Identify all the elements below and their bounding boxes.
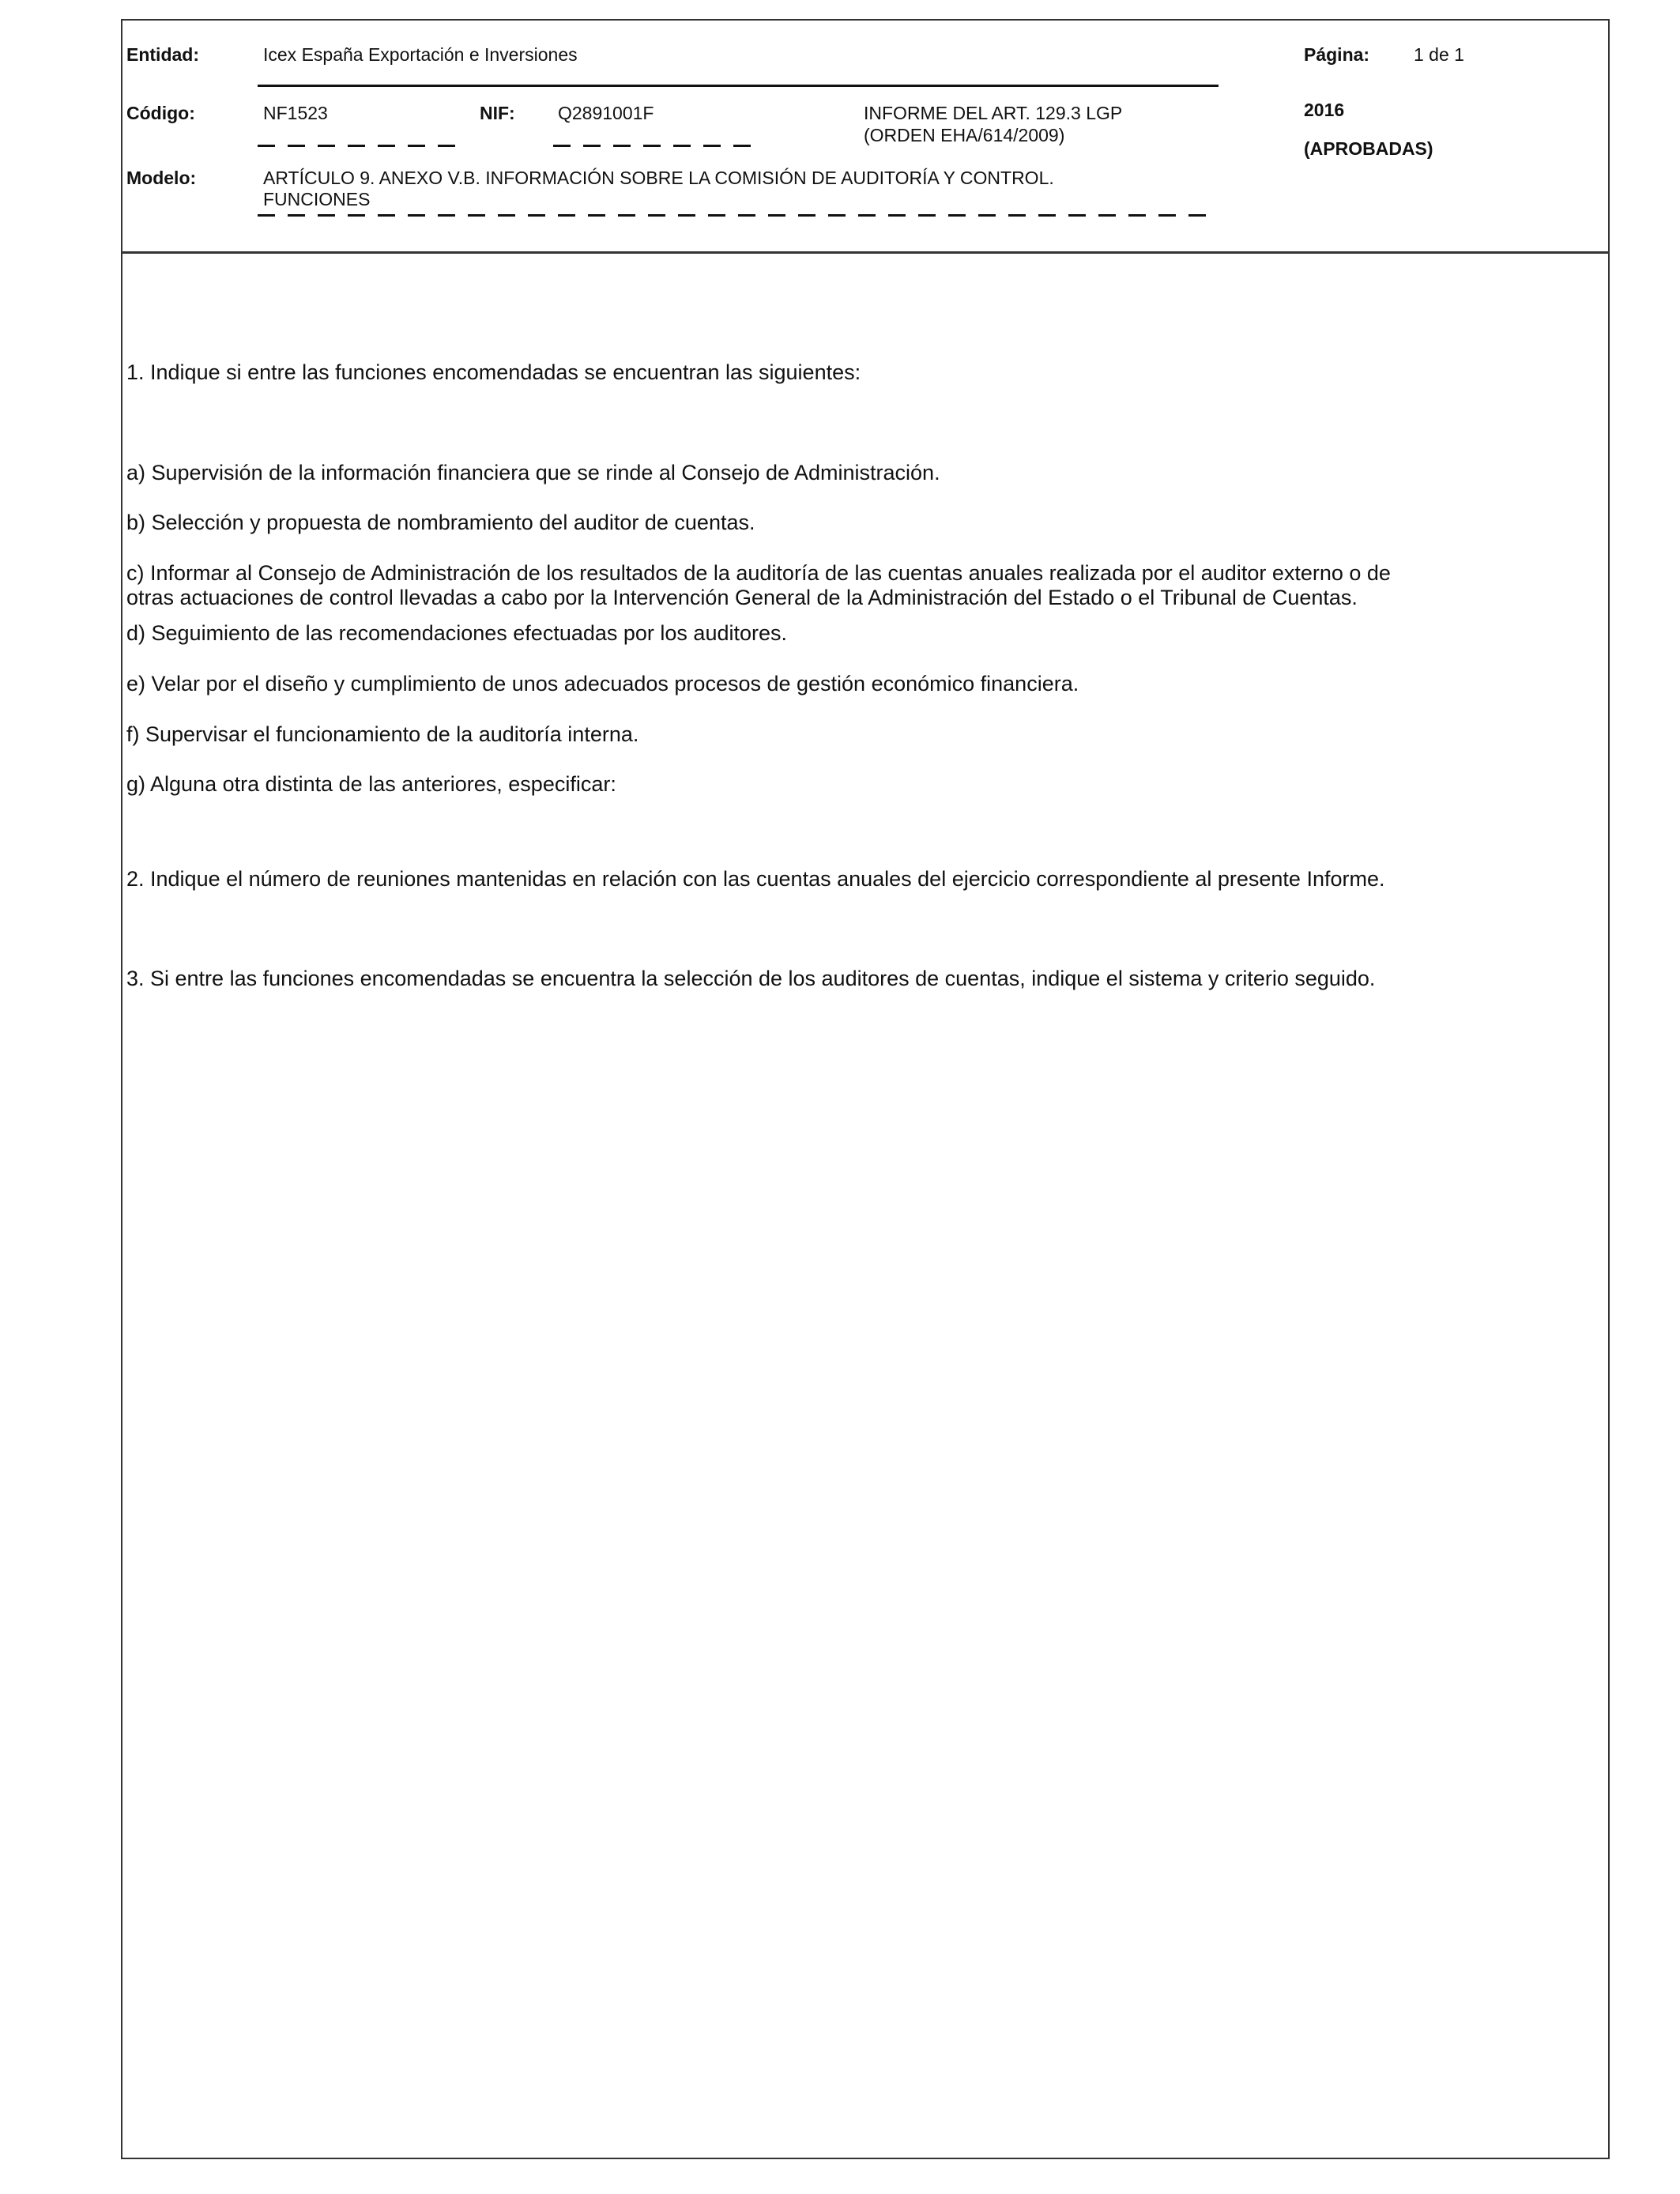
codigo-underline [258,145,455,147]
item-d: d) Seguimiento de las recomendaciones efectuadas por los auditores. [126,621,787,645]
question-3: 3. Si entre las funciones encomendadas se encuentra la selección de los auditores de cuentas, indique el sistema y criterio seguido. [126,967,1376,990]
entidad-underline [258,85,1219,87]
item-e: e) Velar por el diseño y cumplimiento de unos adecuados procesos de gestión económico financiera. [126,672,1079,696]
item-a: a) Supervisión de la información financiera que se rinde al Consejo de Administración. [126,461,940,484]
modelo-line-2: FUNCIONES [263,189,371,209]
entidad-value: Icex España Exportación e Inversiones [263,44,578,65]
nif-underline [553,145,751,147]
item-c-line-2: otras actuaciones de control llevadas a cabo por la Intervención General de la Administración del Estado o el Tribunal de Cuentas. [126,586,1358,609]
report-status: (APROBADAS) [1304,138,1433,159]
item-g: g) Alguna otra distinta de las anteriores, especificar: [126,772,616,796]
pagina-value: 1 de 1 [1414,44,1464,65]
codigo-label: Código: [126,103,195,123]
question-2: 2. Indique el número de reuniones mantenidas en relación con las cuentas anuales del ejercicio correspondiente al presente Informe. [126,867,1385,891]
item-f: f) Supervisar el funcionamiento de la auditoría interna. [126,722,639,746]
nif-label: NIF: [480,103,515,123]
codigo-value: NF1523 [263,103,328,123]
modelo-line-1: ARTÍCULO 9. ANEXO V.B. INFORMACIÓN SOBRE LA COMISIÓN DE AUDITORÍA Y CONTROL. [263,168,1054,188]
item-c-line-1: c) Informar al Consejo de Administración de los resultados de la auditoría de las cuentas anuales realizada por el auditor externo o de [126,561,1391,585]
modelo-underline [258,214,1219,217]
report-year: 2016 [1304,100,1345,120]
entidad-label: Entidad: [126,44,199,65]
modelo-label: Modelo: [126,168,197,188]
informe-line-2: (ORDEN EHA/614/2009) [864,125,1065,145]
header-separator [121,251,1610,254]
informe-line-1: INFORME DEL ART. 129.3 LGP [864,103,1123,123]
item-b: b) Selección y propuesta de nombramiento del auditor de cuentas. [126,511,755,534]
nif-value: Q2891001F [558,103,654,123]
question-1: 1. Indique si entre las funciones encomendadas se encuentran las siguientes: [126,360,861,384]
pagina-label: Página: [1304,44,1370,65]
page-frame [121,19,1610,2159]
